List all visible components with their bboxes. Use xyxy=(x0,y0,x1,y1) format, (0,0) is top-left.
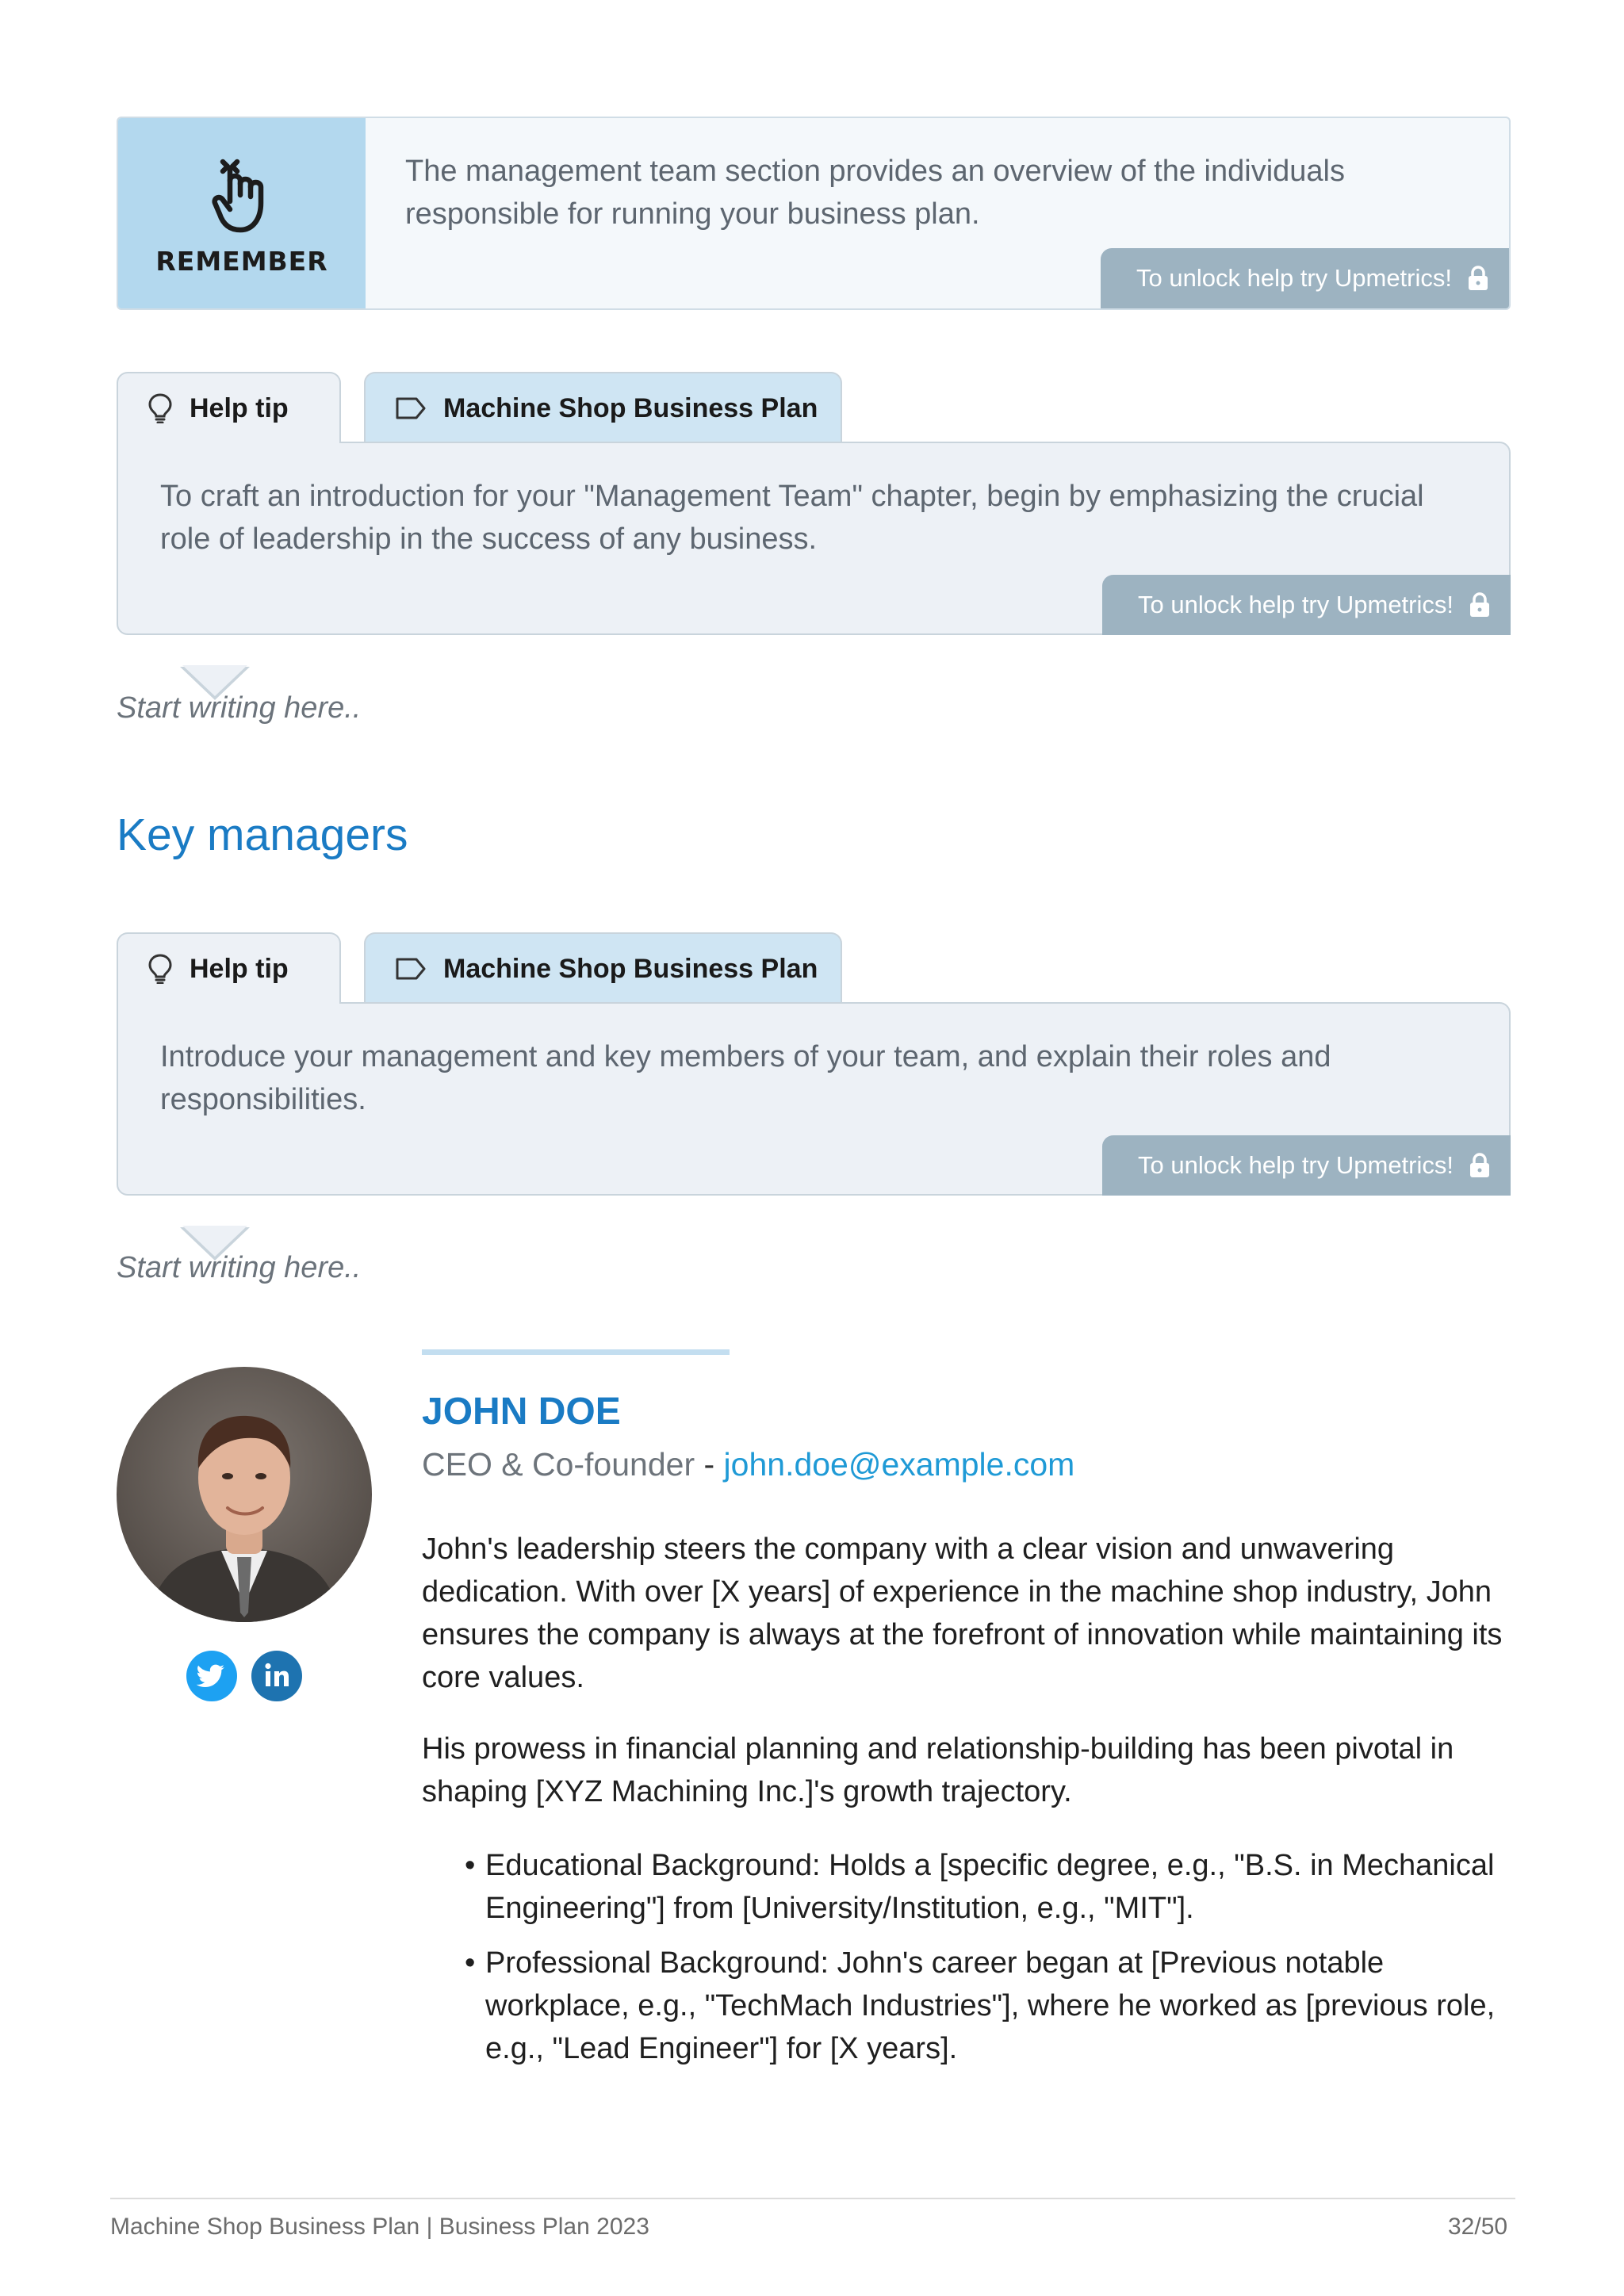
footer-title: Machine Shop Business Plan | Business Plan 2023 xyxy=(110,2214,649,2240)
unlock-button[interactable] xyxy=(1102,1135,1511,1196)
profile-email-link[interactable]: john.doe@example.com xyxy=(723,1446,1075,1483)
lock-icon xyxy=(1469,1153,1490,1178)
profile-role: CEO & Co-founder xyxy=(422,1446,695,1483)
list-item: • Professional Background: John's career began at [Previous notable workplace, e.g., "TechMach Industries"], where he worked as [previous role, e.g., "Lead Engineer"] for [X years]. xyxy=(485,1942,1516,2070)
tag-icon xyxy=(396,958,426,980)
profile-paragraph: His prowess in financial planning and relationship-building has been pivotal in shaping [XYZ Machining Inc.]'s growth trajectory. xyxy=(422,1732,1454,1808)
tag-icon xyxy=(396,397,426,419)
tab-plan[interactable] xyxy=(364,372,842,443)
profile-name: JOHN DOE xyxy=(422,1391,621,1433)
help-tip-box xyxy=(117,442,1511,635)
lightbulb-icon xyxy=(148,393,172,423)
section-title: Key managers xyxy=(117,809,408,860)
avatar xyxy=(117,1367,372,1622)
unlock-label: To unlock help try Upmetrics! xyxy=(1138,1151,1454,1179)
remember-box xyxy=(117,117,1511,310)
unlock-button[interactable] xyxy=(1102,575,1511,635)
tab-help-tip[interactable] xyxy=(117,932,341,1004)
help-tip-text: To craft an introduction for your "Management Team" chapter, begin by emphasizing the crucial role of leadership in the success of any business. xyxy=(160,480,1424,556)
lock-icon xyxy=(1469,592,1490,618)
remember-panel xyxy=(118,118,366,308)
lightbulb-icon xyxy=(148,954,172,984)
lock-icon xyxy=(1468,266,1488,291)
tab-help-label: Help tip xyxy=(190,392,289,423)
writing-placeholder[interactable]: Start writing here.. xyxy=(117,691,362,725)
profile-role-line xyxy=(422,1446,1074,1483)
remember-text: The management team section provides an overview of the individuals responsible for running your business plan. xyxy=(405,155,1345,231)
role-separator: - xyxy=(695,1446,724,1483)
remember-label: REMEMBER xyxy=(155,245,328,277)
unlock-label: To unlock help try Upmetrics! xyxy=(1136,264,1452,292)
unlock-button[interactable] xyxy=(1101,248,1509,308)
list-item: • Educational Background: Holds a [specific degree, e.g., "B.S. in Mechanical Engineering"] from [University/Institution, e.g., "MIT"]. xyxy=(485,1844,1516,1930)
page-number: 32/50 xyxy=(1448,2214,1508,2240)
tab-help-tip[interactable] xyxy=(117,372,341,443)
tab-plan[interactable] xyxy=(364,932,842,1004)
profile-bullet-list xyxy=(485,1844,1516,2082)
profile-paragraph: John's leadership steers the company with a clear vision and unwavering dedication. With over [X years] of experience in the machine shop industry, John ensures the company is always at the forefront of innovation while maintaining its core values. xyxy=(422,1533,1503,1694)
writing-placeholder[interactable]: Start writing here.. xyxy=(117,1251,362,1284)
help-tip-box xyxy=(117,1002,1511,1196)
pointing-finger-icon xyxy=(205,151,278,236)
unlock-label: To unlock help try Upmetrics! xyxy=(1138,591,1454,618)
tab-help-label: Help tip xyxy=(190,953,289,984)
linkedin-icon[interactable] xyxy=(251,1651,302,1701)
tab-plan-label: Machine Shop Business Plan xyxy=(443,392,818,423)
help-tip-text: Introduce your management and key members of your team, and explain their roles and responsibilities. xyxy=(160,1040,1331,1116)
profile-accent-line xyxy=(422,1349,730,1355)
twitter-icon[interactable] xyxy=(186,1651,237,1701)
footer-divider xyxy=(110,2198,1515,2199)
tab-plan-label: Machine Shop Business Plan xyxy=(443,953,818,984)
